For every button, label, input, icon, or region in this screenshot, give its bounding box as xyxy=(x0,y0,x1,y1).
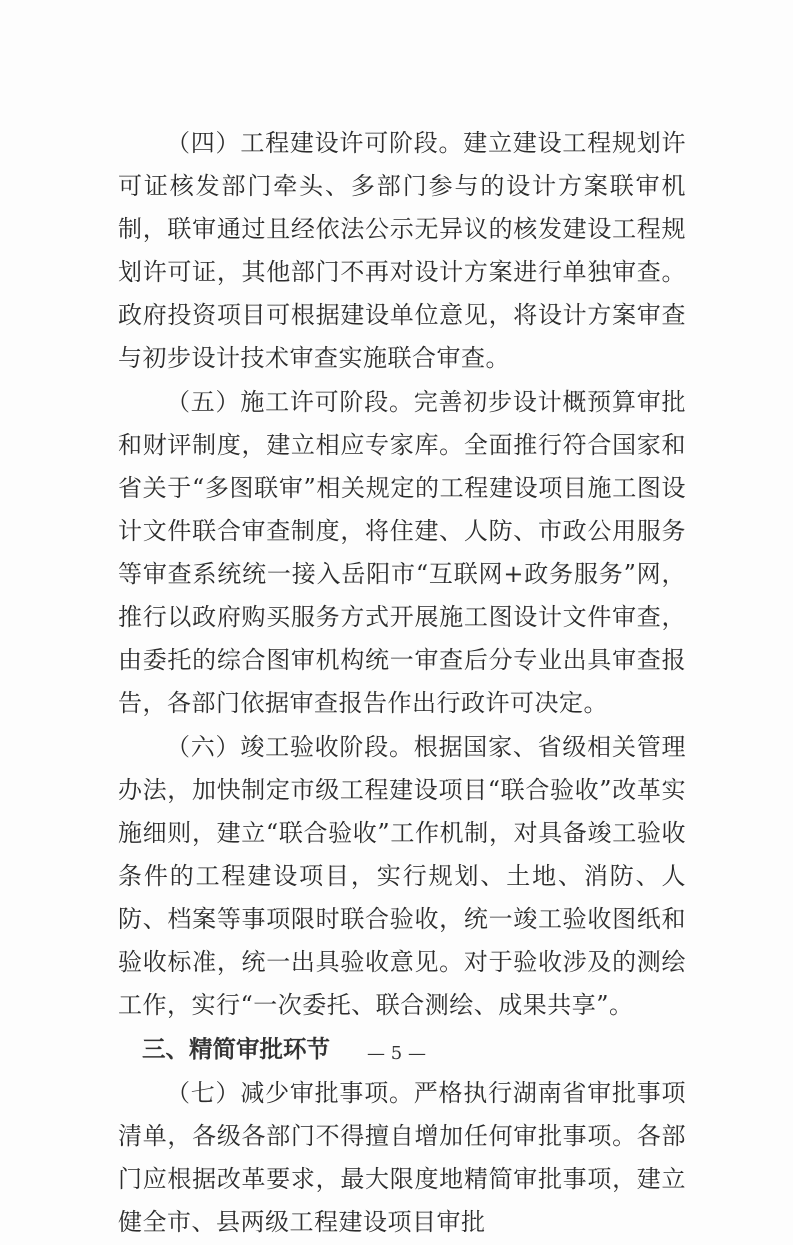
paragraph-construction-permit: （五）施工许可阶段。完善初步设计概预算审批和财评制度，建立相应专家库。全面推行符合国家和省关于“多图联审”相关规定的工程建设项目施工图设计文件联合审查制度，将住建、人防、市政公用服务等审查系统统一接入岳阳市“互联网+政务服务”网，推行以政府购买服务方式开展施工图设计文件审查，由委托的综合图审机构统一审查后分专业出具审查报告，各部门依据审查报告作出行政许可决定。 xyxy=(118,388,686,717)
document-body xyxy=(118,122,686,1245)
page-number: — 5 — xyxy=(367,1043,426,1064)
section-heading: 三、精简审批环节 xyxy=(142,1035,330,1063)
paragraph-building-permit: （四）工程建设许可阶段。建立建设工程规划许可证核发部门牵头、多部门参与的设计方案联审机制，联审通过且经依法公示无异议的核发建设工程规划许可证，其他部门不再对设计方案进行单独审查。政府投资项目可根据建设单位意见，将设计方案审查与初步设计技术审查实施联合审查。 xyxy=(118,129,686,372)
paragraph-reduce-approvals: （七）减少审批事项。严格执行湖南省审批事项清单，各级各部门不得擅自增加任何审批事项。各部门应根据改革要求，最大限度地精简审批事项，建立健全市、县两级工程建设项目审批 xyxy=(118,1079,686,1236)
paragraph-completion-acceptance: （六）竣工验收阶段。根据国家、省级相关管理办法，加快制定市级工程建设项目“联合验收”改革实施细则，建立“联合验收”工作机制，对具备竣工验收条件的工程建设项目，实行规划、土地、消防、人防、档案等事项限时联合验收，统一竣工验收图纸和验收标准，统一出具验收意见。对于验收涉及的测绘工作，实行“一次委托、联合测绘、成果共享”。 xyxy=(118,733,686,1019)
